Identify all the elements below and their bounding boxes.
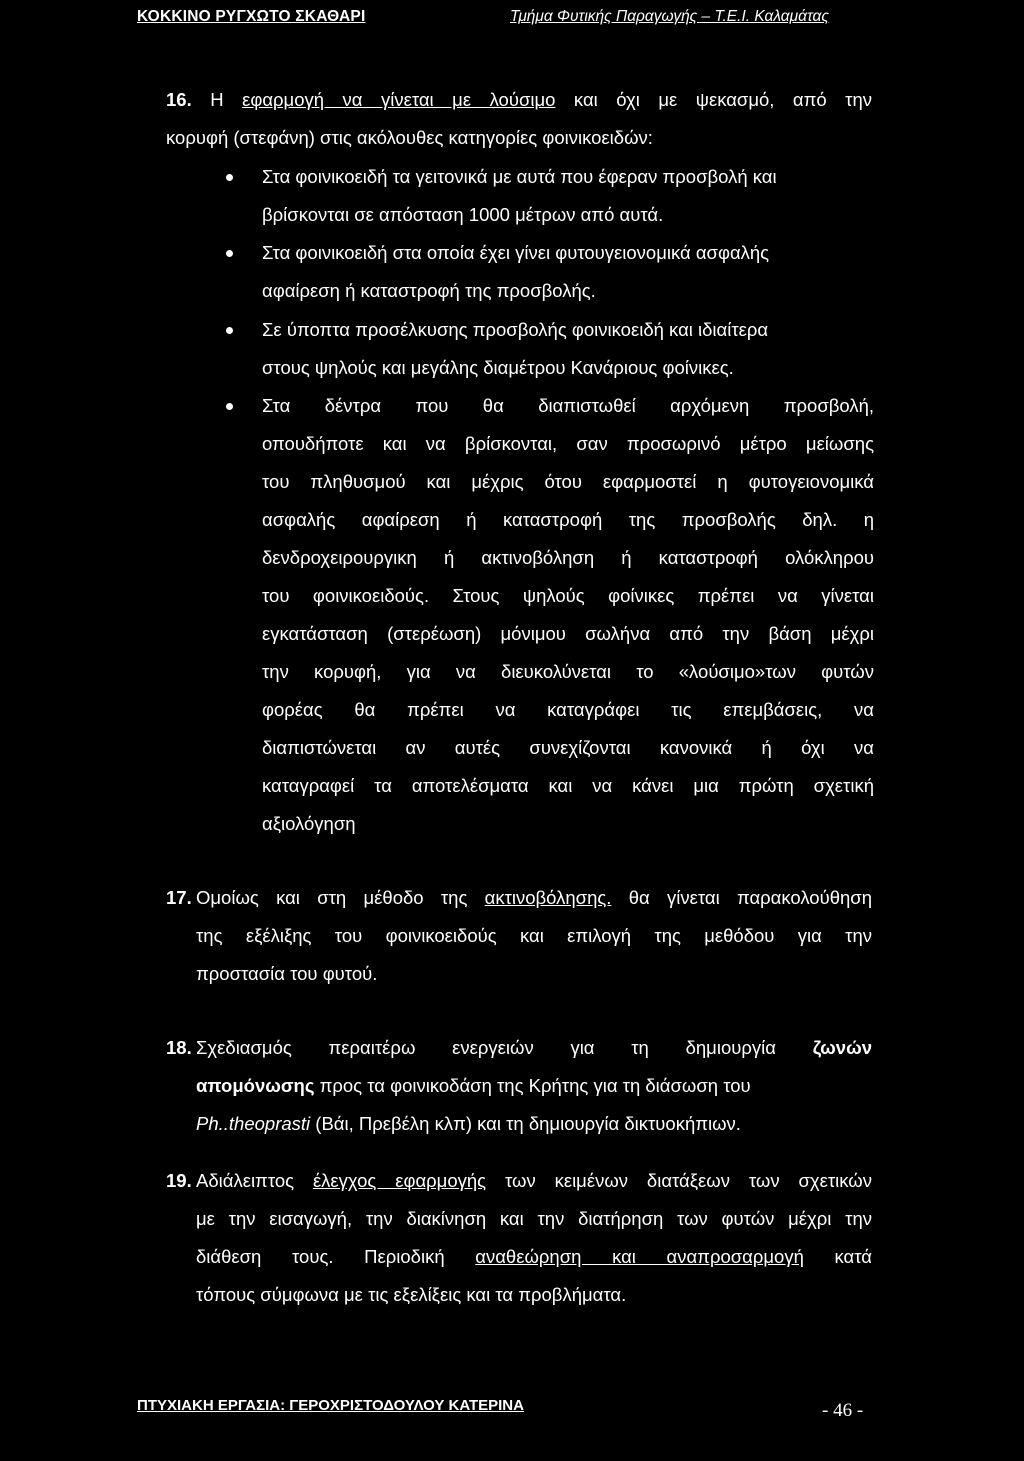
bullet1-line2: βρίσκονται σε απόσταση 1000 μέτρων από αυτά. bbox=[262, 204, 664, 225]
bullet4-line9: φορέας θα πρέπει να καταγράφει τις επεμβάσεις, να bbox=[262, 699, 874, 720]
bullet4-line3: του πληθυσμού και μέχρις ότου εφαρμοστεί η φυτογειονομικά bbox=[262, 471, 874, 492]
bullet4-line2: οπουδήποτε και να βρίσκονται, σαν προσωρινό μέτρο μείωσης bbox=[262, 433, 874, 454]
bullet4-line8: την κορυφή, για να διευκολύνεται το «λούσιμο»των φυτών bbox=[262, 661, 874, 682]
item16-line1 bbox=[166, 89, 872, 111]
item18-bold-2: απομόνωσης bbox=[196, 1075, 315, 1096]
item19-line2: με την εισαγωγή, την διακίνηση και την διατήρηση των φυτών μέχρι την bbox=[196, 1208, 872, 1229]
item18-text-3: (Βάι, Πρεβέλη κλπ) και τη δημιουργία δικτυοκήπιων. bbox=[310, 1113, 741, 1134]
item16-line2: κορυφή (στεφάνη) στις ακόλουθες κατηγορίες φοινικοειδών: bbox=[166, 127, 653, 148]
bullet-icon bbox=[226, 250, 233, 257]
bullet4-line7: εγκατάσταση (στερέωση) μόνιμου σωλήνα από την βάση μέχρι bbox=[262, 623, 874, 644]
item18-text: Σχεδιασμός περαιτέρω ενεργειών για τη δημιουργία bbox=[196, 1037, 813, 1058]
item18-species: Ph..theoprasti bbox=[196, 1113, 311, 1134]
item19-underlined: έλεγχος εφαρμογής bbox=[312, 1170, 487, 1191]
item18-number: 18. bbox=[166, 1037, 192, 1058]
item19-line1 bbox=[196, 1170, 872, 1192]
item16-text: Η bbox=[210, 89, 243, 110]
page-number: - 46 - bbox=[822, 1400, 864, 1421]
item19-text: Αδιάλειπτος bbox=[196, 1170, 313, 1191]
item17-text-cont: θα γίνεται παρακολούθηση bbox=[611, 887, 872, 908]
item19-underlined-2: αναθεώρηση και αναπροσαρμογή bbox=[475, 1246, 804, 1267]
item17-underlined: ακτινοβόλησης. bbox=[484, 887, 612, 908]
item18-line1 bbox=[196, 1037, 872, 1059]
bullet3-line1: Σε ύποπτα προσέλκυσης προσβολής φοινικοειδή και ιδιαίτερα bbox=[262, 319, 769, 340]
header-title: ΚΟΚΚΙΝΟ ΡΥΓΧΩΤΟ ΣΚΑΘΑΡΙ bbox=[137, 8, 366, 25]
item17-number: 17. bbox=[166, 887, 192, 908]
bullet1-line1: Στα φοινικοειδή τα γειτονικά με αυτά που έφεραν προσβολή και bbox=[262, 166, 777, 187]
bullet4-line11: καταγραφεί τα αποτελέσματα και να κάνει μια πρώτη σχετική bbox=[262, 775, 874, 796]
item19-text-3: διάθεση τους. Περιοδική bbox=[196, 1246, 476, 1267]
bullet4-line1: Στα δέντρα που θα διαπιστωθεί αρχόμενη προσβολή, bbox=[262, 395, 874, 416]
bullet4-line5: δενδροχειρουργικη ή ακτινοβόληση ή καταστροφή ολόκληρου bbox=[262, 547, 874, 568]
bullet4-line12: αξιολόγηση bbox=[262, 813, 356, 834]
item18-line3 bbox=[196, 1113, 741, 1135]
bullet-icon bbox=[226, 174, 233, 181]
item19-line3 bbox=[196, 1246, 872, 1268]
item18-line2 bbox=[196, 1075, 751, 1097]
item18-text-2: προς τα φοινικοδάση της Κρήτης για τη διάσωση του bbox=[314, 1075, 751, 1096]
item19-number: 19. bbox=[166, 1170, 192, 1191]
item17-line3: προστασία του φυτού. bbox=[196, 963, 378, 984]
item16-number: 16. bbox=[166, 89, 192, 110]
item19-line4: τόπους σύμφωνα με τις εξελίξεις και τα προβλήματα. bbox=[196, 1284, 627, 1305]
bullet2-line2: αφαίρεση ή καταστροφή της προσβολής. bbox=[262, 280, 596, 301]
item16-text-cont: και όχι με ψεκασμό, από την bbox=[555, 89, 872, 110]
bullet4-line10: διαπιστώνεται αν αυτές συνεχίζονται κανονικά ή όχι να bbox=[262, 737, 874, 758]
item17-line1 bbox=[196, 887, 872, 909]
header-department: Τμήμα Φυτικής Παραγωγής – Τ.Ε.Ι. Καλαμάτας bbox=[510, 8, 829, 25]
item19-text-3-cont: κατά bbox=[803, 1246, 872, 1267]
item17-line2: της εξέλιξης του φοινικοειδούς και επιλογή της μεθόδου για την bbox=[196, 925, 872, 946]
bullet4-line4: ασφαλής αφαίρεση ή καταστροφή της προσβολής δηλ. η bbox=[262, 509, 874, 530]
footer-author: ΠΤΥΧΙΑΚΗ ΕΡΓΑΣΙΑ: ΓΕΡΟΧΡΙΣΤΟΔΟΥΛΟΥ ΚΑΤΕΡΙΝΑ bbox=[137, 1397, 524, 1414]
bullet-icon bbox=[226, 403, 233, 410]
item17-text: Ομοίως και στη μέθοδο της bbox=[196, 887, 485, 908]
item18-bold: ζωνών bbox=[812, 1037, 872, 1058]
bullet-icon bbox=[226, 327, 233, 334]
item16-underlined: εφαρμογή να γίνεται με λούσιμο bbox=[242, 89, 556, 110]
item19-text-cont: των κειμένων διατάξεων των σχετικών bbox=[486, 1170, 872, 1191]
bullet3-line2: στους ψηλούς και μεγάλης διαμέτρου Κανάριους φοίνικες. bbox=[262, 357, 734, 378]
bullet4-line6: του φοινικοειδούς. Στους ψηλούς φοίνικες πρέπει να γίνεται bbox=[262, 585, 874, 606]
bullet2-line1: Στα φοινικοειδή στα οποία έχει γίνει φυτουγειονομικά ασφαλής bbox=[262, 242, 770, 263]
